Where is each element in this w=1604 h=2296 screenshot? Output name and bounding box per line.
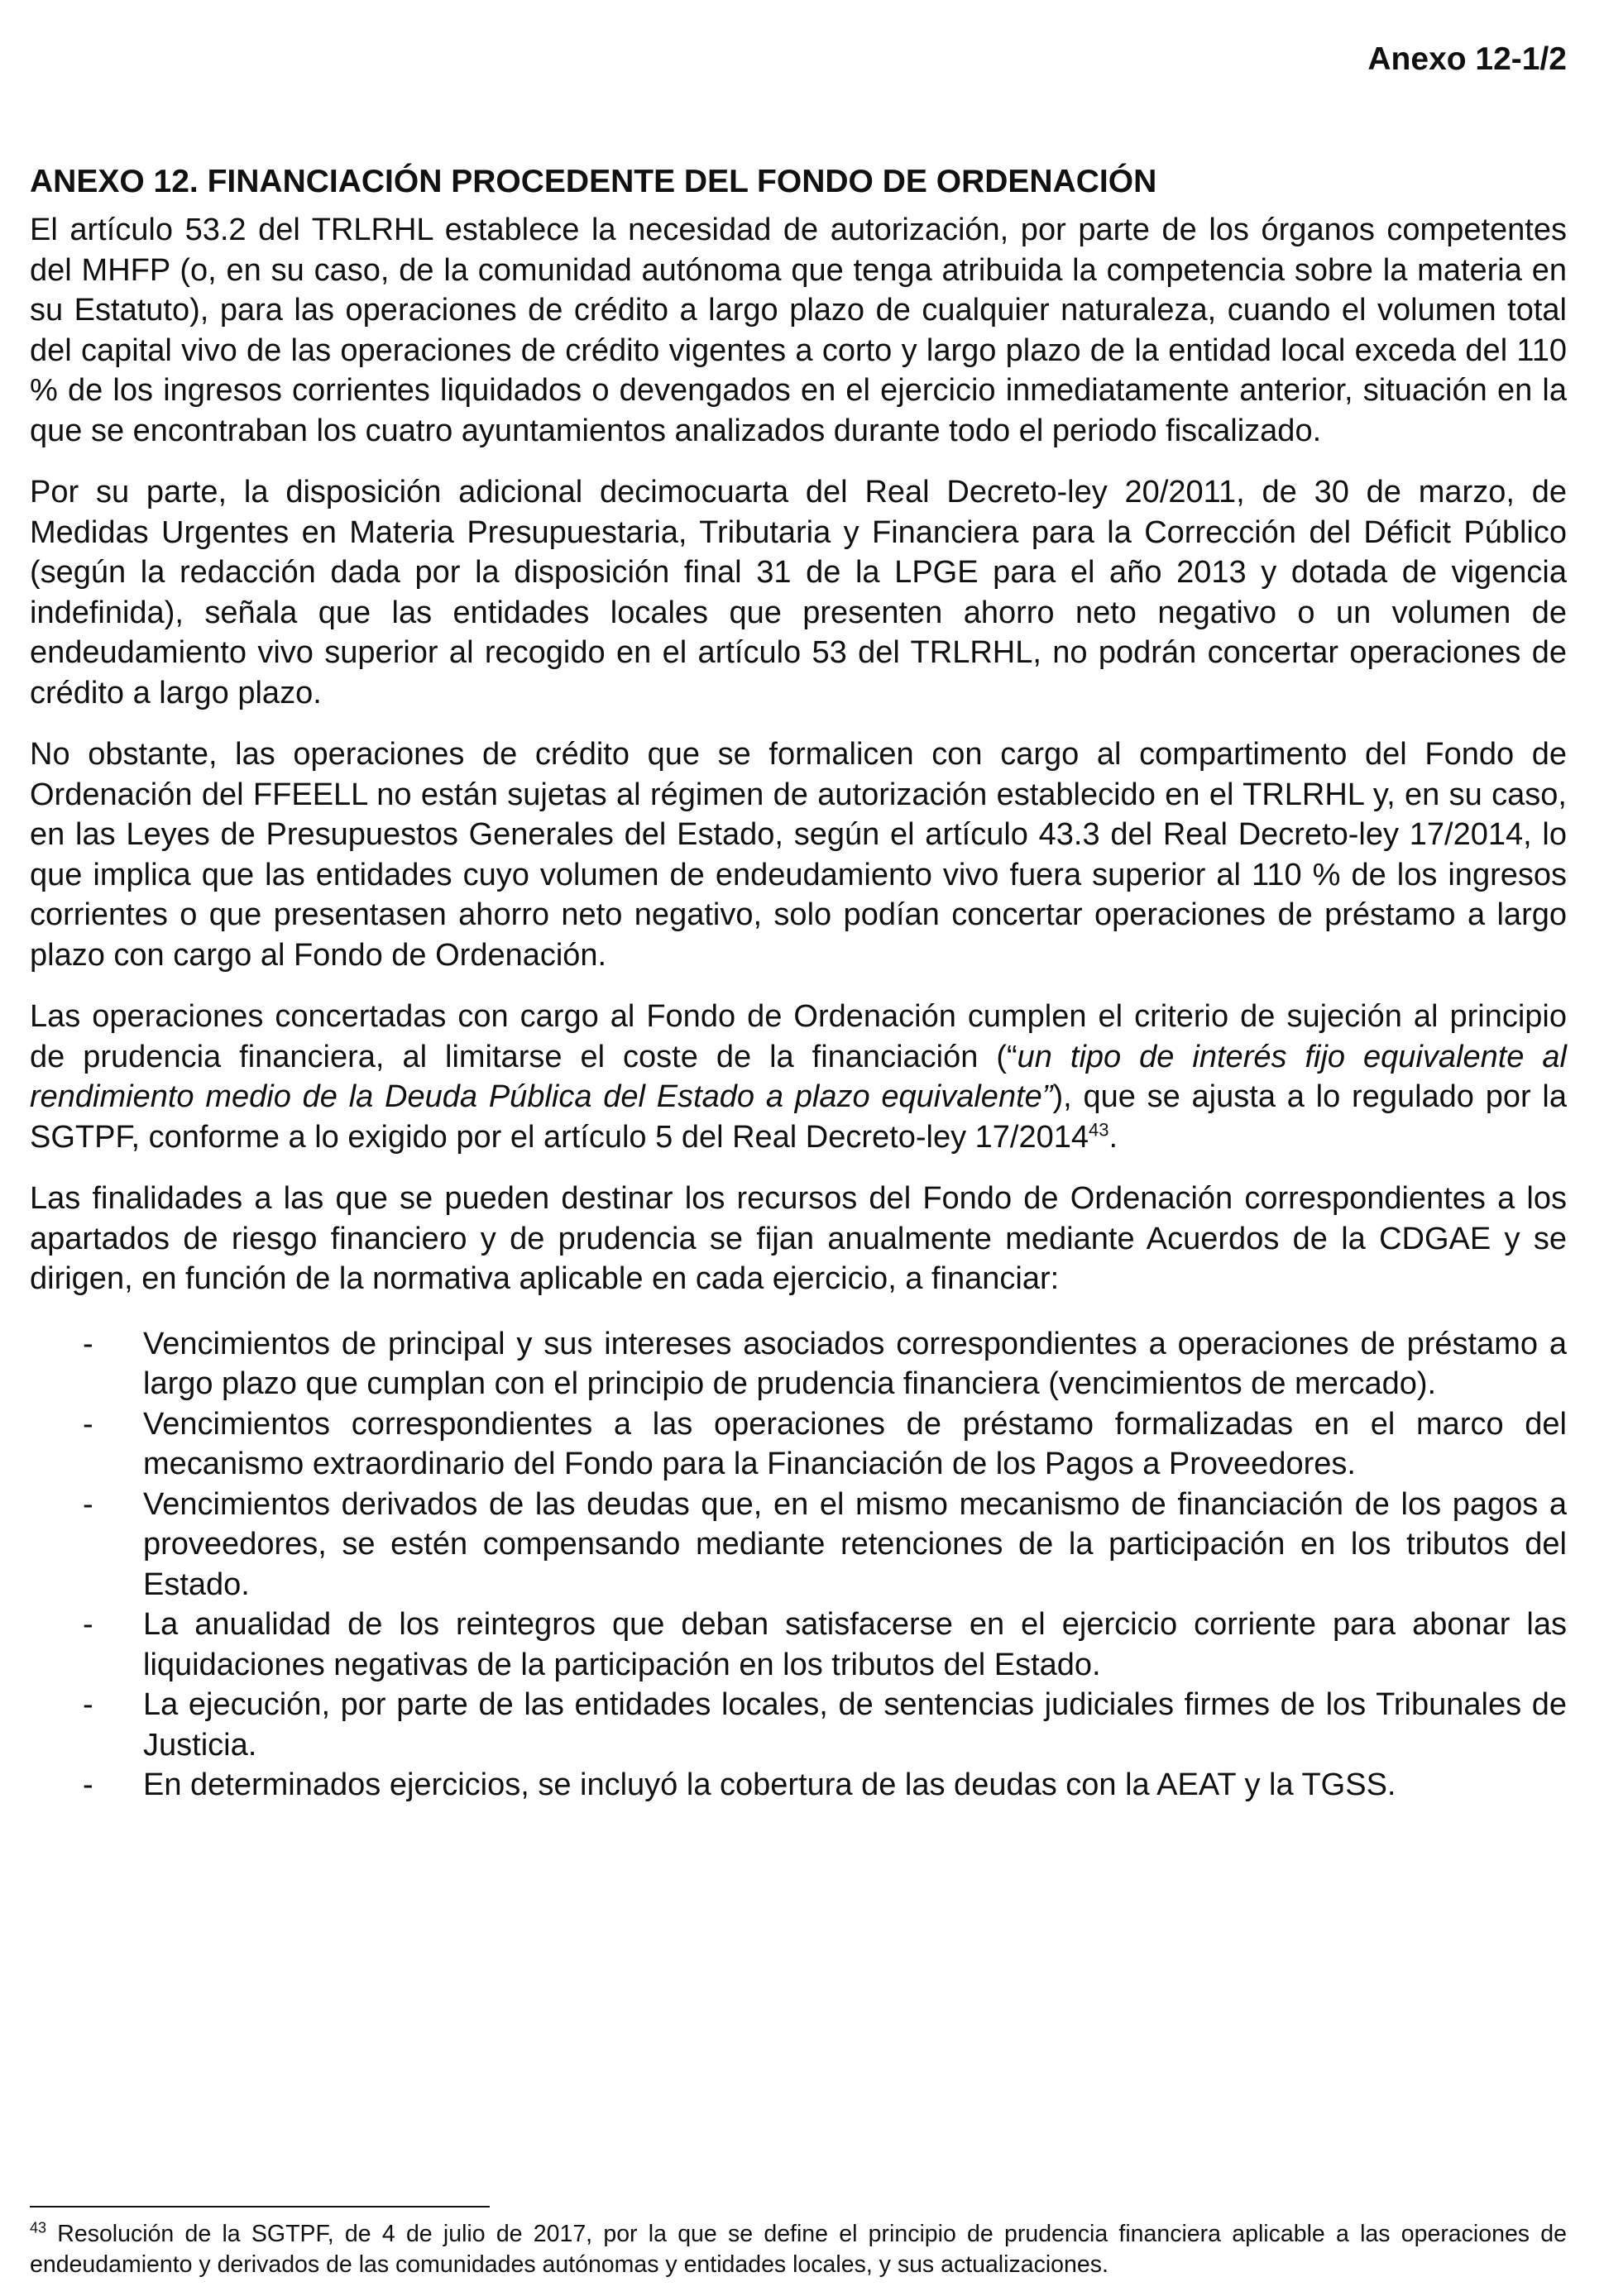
- list-dash: -: [83, 1406, 93, 1442]
- footnote-separator: [30, 2206, 490, 2208]
- paragraph-5: Las finalidades a las que se pueden destinar los recursos del Fondo de Ordenación correspondientes a los apartados de riesgo financiero y de prudencia se fijan anualmente mediante Acuerdos de la CDGAE y se dirigen, en función de la normativa aplicable en cada ejercicio, a financiar:: [30, 1181, 1567, 1296]
- list-dash: -: [83, 1767, 93, 1802]
- document-page: [30, 0, 1567, 2296]
- paragraph-3: No obstante, las operaciones de crédito que se formalicen con cargo al compartimento del Fondo de Ordenación del FFEELL no están sujetas al régimen de autorización establecido en el TRLRHL y, en su caso, en las Leyes de Presupuestos Generales del Estado, según el artículo 43.3 del Real Decreto-ley 17/2014, lo que implica que las entidades cuyo volumen de endeudamiento vivo fuera superior al 110 % de los ingresos corrientes o que presentasen ahorro neto negativo, solo podían concertar operaciones de préstamo a largo plazo con cargo al Fondo de Ordenación.: [30, 737, 1567, 973]
- list-item: [30, 1685, 1567, 1765]
- paragraph-4-text-start: Las operaciones concertadas con cargo al Fondo de Ordenación cumplen el criterio de sujeción al principio de prudencia financiera, al limitarse el coste de la financiación (“: [30, 999, 1567, 1074]
- footnote-number: 43: [30, 2219, 47, 2236]
- list-item: [30, 1324, 1567, 1404]
- list-item-text: La anualidad de los reintegros que deban satisfacerse en el ejercicio corriente para abonar las liquidaciones negativas de la participación en los tributos del Estado.: [143, 1607, 1567, 1682]
- paragraph-1: El artículo 53.2 del TRLRHL establece la necesidad de autorización, por parte de los órganos competentes del MHFP (o, en su caso, de la comunidad autónoma que tenga atribuida la competencia sobre la materia en su Estatuto), para las operaciones de crédito a largo plazo de cualquier naturaleza, cuando el volumen total del capital vivo de las operaciones de crédito vigentes a corto y largo plazo de la entidad local exceda del 110 % de los ingresos corrientes liquidados o devengados en el ejercicio inmediatamente anterior, situación en la que se encontraban los cuatro ayuntamientos analizados durante todo el periodo fiscalizado.: [30, 213, 1567, 448]
- list-item-text: Vencimientos de principal y sus intereses asociados correspondientes a operaciones de préstamo a largo plazo que cumplan con el principio de prudencia financiera (vencimientos de mercado).: [143, 1326, 1567, 1401]
- footnote-reference[interactable]: 43: [1089, 1118, 1109, 1140]
- list-item: [30, 1605, 1567, 1685]
- paragraph-4-quote: un tipo de interés fijo equivalente al rendimiento medio de la Deuda Pública del Estado a plazo equivalente”: [30, 1039, 1567, 1114]
- list-dash: -: [83, 1687, 93, 1722]
- list-item: [30, 1765, 1567, 1806]
- document-body: [30, 162, 1567, 1806]
- footnote-text: Resolución de la SGTPF, de 4 de julio de 2017, por la que se define el principio de prudencia financiera aplicable a las operaciones de endeudamiento y derivados de las comunidades autónomas y entidades locales, y sus actualizaciones.: [30, 2221, 1567, 2278]
- list-dash: -: [83, 1607, 93, 1642]
- list-item-text: Vencimientos correspondientes a las operaciones de préstamo formalizadas en el marco del mecanismo extraordinario del Fondo para la Financiación de los Pagos a Proveedores.: [143, 1406, 1567, 1481]
- list-dash: -: [83, 1486, 93, 1522]
- list-item-text: En determinados ejercicios, se incluyó la cobertura de las deudas con la AEAT y la TGSS.: [143, 1767, 1396, 1802]
- section-title: ANEXO 12. FINANCIACIÓN PROCEDENTE DEL FONDO DE ORDENACIÓN: [30, 164, 1157, 199]
- list-item: [30, 1485, 1567, 1605]
- paragraph-4-period: .: [1108, 1119, 1118, 1155]
- list-dash: -: [83, 1326, 93, 1361]
- footnote: [30, 2219, 1567, 2280]
- list-item-text: La ejecución, por parte de las entidades locales, de sentencias judiciales firmes de los Tribunales de Justicia.: [143, 1687, 1567, 1763]
- paragraph-4: [30, 997, 1567, 1157]
- paragraph-2: Por su parte, la disposición adicional decimocuarta del Real Decreto-ley 20/2011, de 30 de marzo, de Medidas Urgentes en Materia Presupuestaria, Tributaria y Financiera para la Corrección del Déficit Público (según la redacción dada por la disposición final 31 de la LPGE para el año 2013 y dotada de vigencia indefinida), señala que las entidades locales que presenten ahorro neto negativo o un volumen de endeudamiento vivo superior al recogido en el artículo 53 del TRLRHL, no podrán concertar operaciones de crédito a largo plazo.: [30, 475, 1567, 710]
- list-item: [30, 1404, 1567, 1485]
- paragraph-4-text-end: ), que se ajusta a lo regulado por la SGTPF, conforme a lo exigido por el artículo 5 del Real Decreto-ley 17/2014: [30, 1079, 1568, 1155]
- annex-reference: Anexo 12-1/2: [1367, 41, 1567, 77]
- purposes-list: [30, 1324, 1567, 1806]
- list-item-text: Vencimientos derivados de las deudas que, en el mismo mecanismo de financiación de los pagos a proveedores, se estén compensando mediante retenciones de la participación en los tributos del Estado.: [143, 1486, 1567, 1602]
